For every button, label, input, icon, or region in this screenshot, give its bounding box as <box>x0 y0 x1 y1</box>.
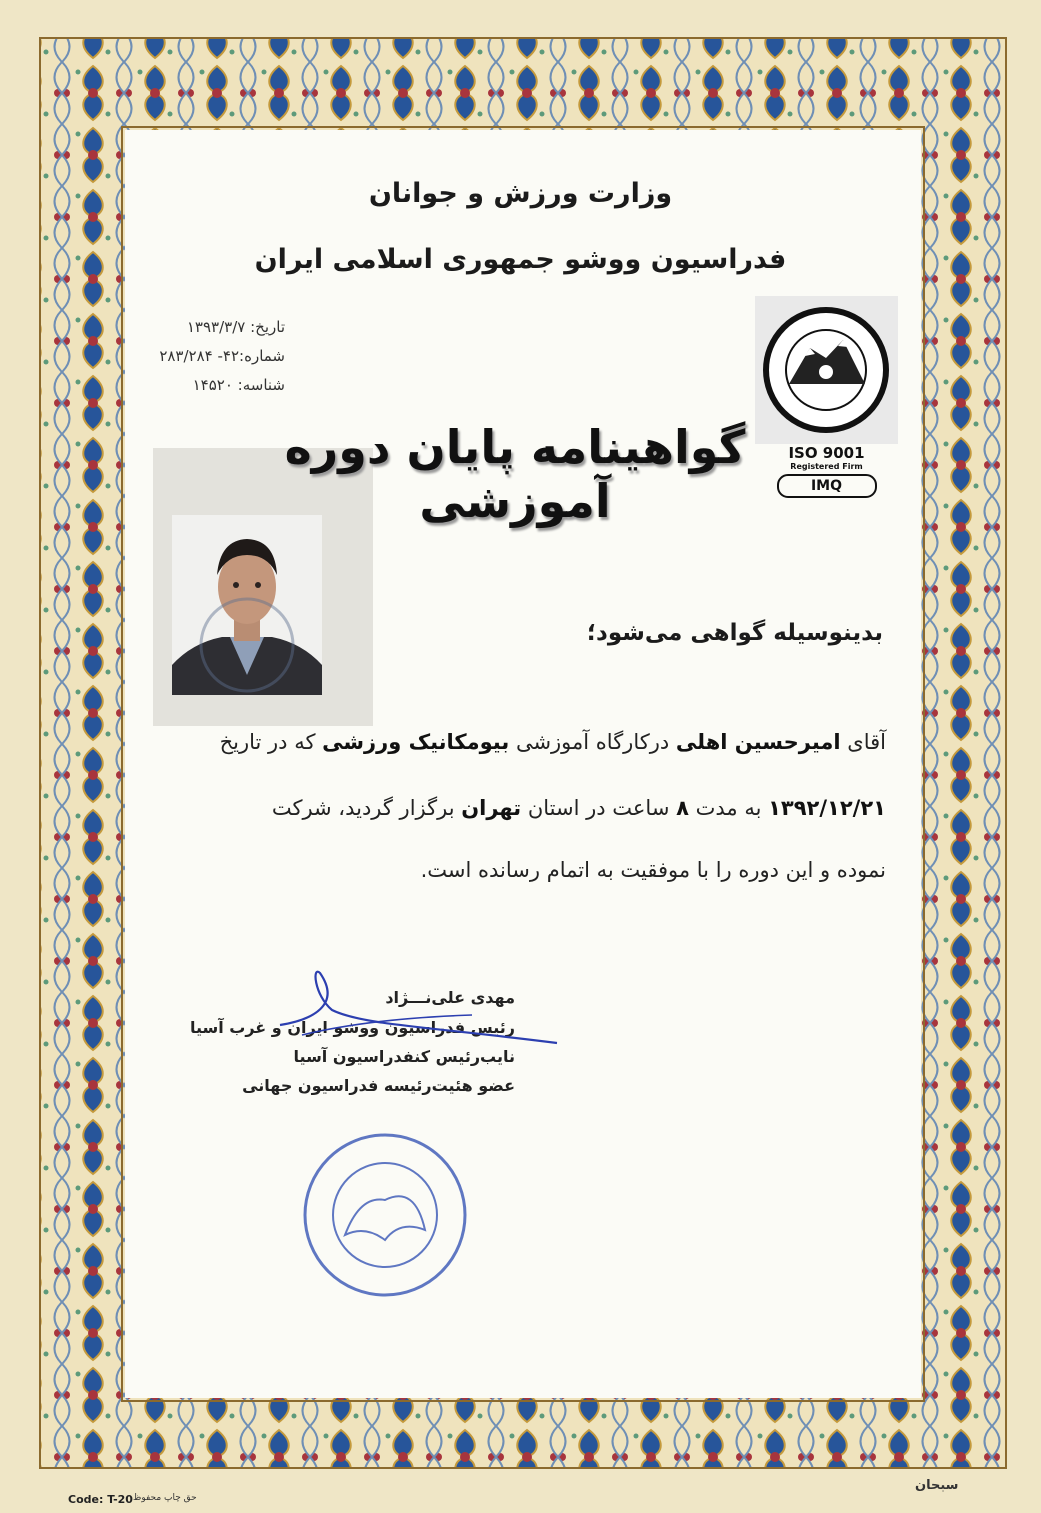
text-segment: درکارگاه آموزشی <box>509 730 676 754</box>
body-line-1 <box>156 730 886 754</box>
course-hours: ۸ <box>676 796 689 820</box>
portrait-photo <box>172 515 322 695</box>
date-field: تاریخ: ۱۳۹۳/۳/۷ <box>186 318 285 336</box>
text-segment: آقای <box>840 730 886 754</box>
text-segment: برگزار گردید، شرکت <box>271 796 462 820</box>
text-segment: ساعت در استان <box>521 796 677 820</box>
signatory-title-2: نایب‌رئیس کنفدراسیون آسیا <box>293 1047 515 1066</box>
federation-logo <box>755 296 898 444</box>
course-province: تهران <box>461 796 522 820</box>
body-line-3: نموده و این دوره را با موفقیت به اتمام رسانده است. <box>420 858 886 882</box>
iso-label: ISO 9001 <box>788 444 865 462</box>
course-date: ۱۳۹۲/۱۲/۲۱ <box>768 796 886 820</box>
signatory-title-1: رئیس فدراسیون ووشو ایران و غرب آسیا <box>189 1018 515 1037</box>
text-segment: به مدت <box>688 796 769 820</box>
text-segment: که در تاریخ <box>219 730 323 754</box>
federation-title: فدراسیون ووشو جمهوری اسلامی ایران <box>254 244 787 275</box>
handwritten-signature <box>272 965 562 1050</box>
iso-certification <box>755 444 898 498</box>
intro-statement: بدینوسیله گواهی می‌شود؛ <box>586 620 883 646</box>
ministry-title: وزارت ورزش و جوانان <box>368 178 673 209</box>
copyright-note: حق چاپ محفوظ <box>133 1493 197 1503</box>
federation-emblem-icon <box>755 296 898 444</box>
imq-badge: IMQ <box>777 474 877 498</box>
iso-registered: Registered Firm <box>790 462 863 471</box>
id-field: شناسه: ۱۴۵۲۰ <box>192 376 285 394</box>
signatory-name: مهدی علی‌نـــژاد <box>385 988 515 1007</box>
body-line-2 <box>156 796 886 820</box>
certificate-heading: گواهینامه پایان دوره آموزشی <box>284 420 746 528</box>
printer-mark: سبحان <box>915 1478 959 1493</box>
course-name: بیومکانیک ورزشی <box>322 730 510 754</box>
number-field: شماره:۴۲- ۲۸۳/۲۸۴ <box>159 347 285 365</box>
signatory-title-3: عضو هئیت‌رئیسه فدراسیون جهانی <box>242 1076 515 1095</box>
recipient-name: امیرحسین اهلی <box>675 730 841 754</box>
document-code: Code: T-20 <box>68 1493 133 1506</box>
federation-stamp <box>300 1130 470 1300</box>
